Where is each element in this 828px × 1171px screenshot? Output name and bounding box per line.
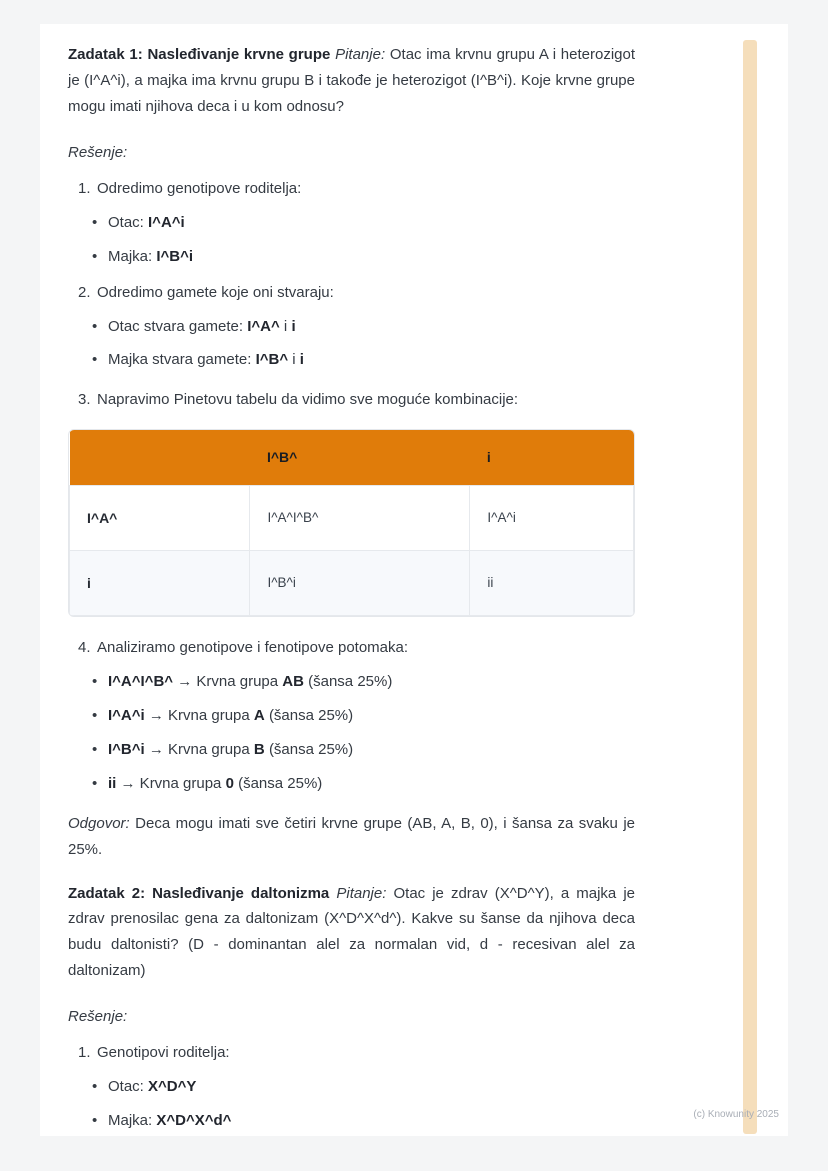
task1-question-text: Otac ima krvnu grupu A i heterozigot je (I^A^i), a majka ima krvnu grupu B i takođe je heterozigot (I^B^i). Koje krvne grupe mogu imati njihova deca i u kom odnosu? — [68, 46, 636, 115]
item-lead: Majka: — [108, 1112, 157, 1130]
task2-question-label: Pitanje: — [336, 884, 387, 902]
list-item — [68, 737, 635, 763]
genotype-cell: I^B^i — [250, 550, 470, 615]
genotype-cell: I^A^i — [470, 485, 634, 550]
item-arrow-text: → Krvna grupa — [148, 706, 250, 724]
item-lead: Otac stvara gamete: — [108, 317, 248, 335]
step3-label: Napravimo Pinetovu tabelu da vidimo sve moguće kombinacije: — [97, 391, 519, 409]
item-genotype: I^A^I^B^ — [108, 672, 174, 690]
task1-step2 — [68, 280, 635, 374]
decorative-stripe — [743, 40, 757, 1134]
item-genotype: ii — [108, 774, 117, 792]
item-blood-group: B — [253, 740, 265, 758]
task1-solution-paragraph — [68, 140, 635, 166]
step2-label: Odredimo gamete koje oni stvaraju: — [97, 283, 334, 301]
list-item — [68, 244, 635, 270]
list-item — [68, 210, 635, 236]
list-item — [68, 703, 635, 729]
list-item-text — [108, 703, 635, 729]
item-blood-group: A — [253, 706, 265, 724]
row-header-cell: I^A^ — [70, 485, 250, 550]
answer-label: Odgovor: — [68, 814, 130, 832]
item-genotype: I^B^i — [156, 247, 194, 265]
task1-step4 — [68, 635, 635, 797]
item-arrow-text: → Krvna grupa — [177, 672, 279, 690]
list-item-text — [108, 771, 635, 797]
item-lead: Otac: — [108, 213, 149, 231]
item-lead: Majka stvara gamete: — [108, 351, 256, 369]
step1-heading — [68, 176, 635, 202]
punnett-table — [69, 430, 634, 616]
task1-step1 — [68, 176, 635, 270]
item-gamete: i — [299, 351, 304, 369]
item-gamete: I^B^ — [255, 351, 289, 369]
step4-number: 4. — [78, 638, 91, 656]
list-item-text — [108, 210, 635, 236]
item-chance: (šansa 25%) — [268, 740, 354, 758]
item-chance: (šansa 25%) — [308, 672, 393, 690]
item-genotype: X^D^X^d^ — [156, 1112, 232, 1130]
task2-solution-label: Rešenje: — [68, 1008, 128, 1026]
table-header-empty-cell — [70, 430, 250, 485]
row-header-cell: i — [70, 550, 250, 615]
genotype-cell: I^A^I^B^ — [250, 485, 470, 550]
item-gamete: i — [291, 317, 296, 335]
item-blood-group: AB — [282, 672, 304, 690]
list-item — [68, 314, 635, 340]
item-blood-group: 0 — [225, 774, 234, 792]
item-separator: i — [288, 351, 300, 369]
item-arrow-text: → Krvna grupa — [148, 740, 250, 758]
item-lead: Majka: — [108, 247, 157, 265]
document-content — [68, 42, 635, 1134]
item-arrow-text: → Krvna grupa — [120, 774, 222, 792]
step3-heading — [68, 387, 635, 413]
item-lead: Otac: — [108, 1078, 149, 1096]
list-item — [68, 669, 635, 695]
task1-step3 — [68, 387, 635, 413]
list-item — [68, 1074, 635, 1100]
list-item-text — [108, 1074, 635, 1100]
answer-text: Deca mogu imati sve četiri krvne grupe (AB, A, B, 0), i šansa za svaku je 25%. — [68, 814, 635, 858]
list-item — [68, 771, 635, 797]
item-genotype: X^D^Y — [148, 1078, 197, 1096]
task1-intro-paragraph — [68, 42, 635, 120]
item-genotype: I^A^i — [148, 213, 185, 231]
task1-solution-label: Rešenje: — [68, 143, 128, 161]
table-header-gamete-i: i — [470, 430, 634, 485]
step2-number: 2. — [78, 283, 91, 301]
punnett-table-wrapper — [68, 429, 635, 617]
task2-step1-heading — [68, 1040, 635, 1066]
step4-heading — [68, 635, 635, 661]
step3-number: 3. — [78, 391, 91, 409]
table-header-row — [70, 430, 634, 485]
list-item-text — [108, 314, 635, 340]
list-item-text — [108, 244, 635, 270]
item-genotype: I^A^i — [108, 706, 145, 724]
step1-number: 1. — [78, 179, 91, 197]
list-item-text — [108, 1108, 635, 1134]
task2-question-text: Otac je zdrav (X^D^Y), a majka je zdrav prenosilac gena za daltonizam (X^D^X^d^). Kakve su šanse da njihova deca budu daltonisti? (D - dominantan alel za normalan vid, d - recesivan alel za daltonizam) — [68, 884, 636, 980]
task2-step1-label: Genotipovi roditelja: — [97, 1044, 230, 1062]
task2-solution-paragraph — [68, 1004, 635, 1030]
task2-step1 — [68, 1040, 635, 1134]
list-item-text — [108, 347, 635, 373]
task1-answer-paragraph — [68, 811, 635, 863]
item-chance: (šansa 25%) — [268, 706, 354, 724]
item-chance: (šansa 25%) — [238, 774, 323, 792]
genotype-cell: ii — [470, 550, 634, 615]
table-row — [70, 550, 634, 615]
table-header-gamete-ib: I^B^ — [250, 430, 470, 485]
step2-heading — [68, 280, 635, 306]
task2-heading: Zadatak 2: Nasleđivanje daltonizma — [68, 884, 330, 902]
item-separator: i — [279, 317, 292, 335]
task1-heading: Zadatak 1: Nasleđivanje krvne grupe — [68, 46, 331, 63]
task2-intro-paragraph — [68, 881, 635, 985]
step1-label: Odredimo genotipove roditelja: — [97, 179, 302, 197]
step4-label: Analiziramo genotipove i fenotipove potomaka: — [97, 638, 409, 656]
item-gamete: I^A^ — [247, 317, 280, 335]
task2-step1-number: 1. — [78, 1044, 91, 1062]
table-row — [70, 485, 634, 550]
list-item-text — [108, 669, 635, 695]
item-genotype: I^B^i — [108, 740, 145, 758]
list-item — [68, 347, 635, 373]
task1-question-label: Pitanje: — [335, 46, 386, 63]
list-item-text — [108, 737, 635, 763]
document-card — [40, 24, 788, 1136]
copyright-watermark: (c) Knowunity 2025 — [693, 1109, 779, 1120]
list-item — [68, 1108, 635, 1134]
